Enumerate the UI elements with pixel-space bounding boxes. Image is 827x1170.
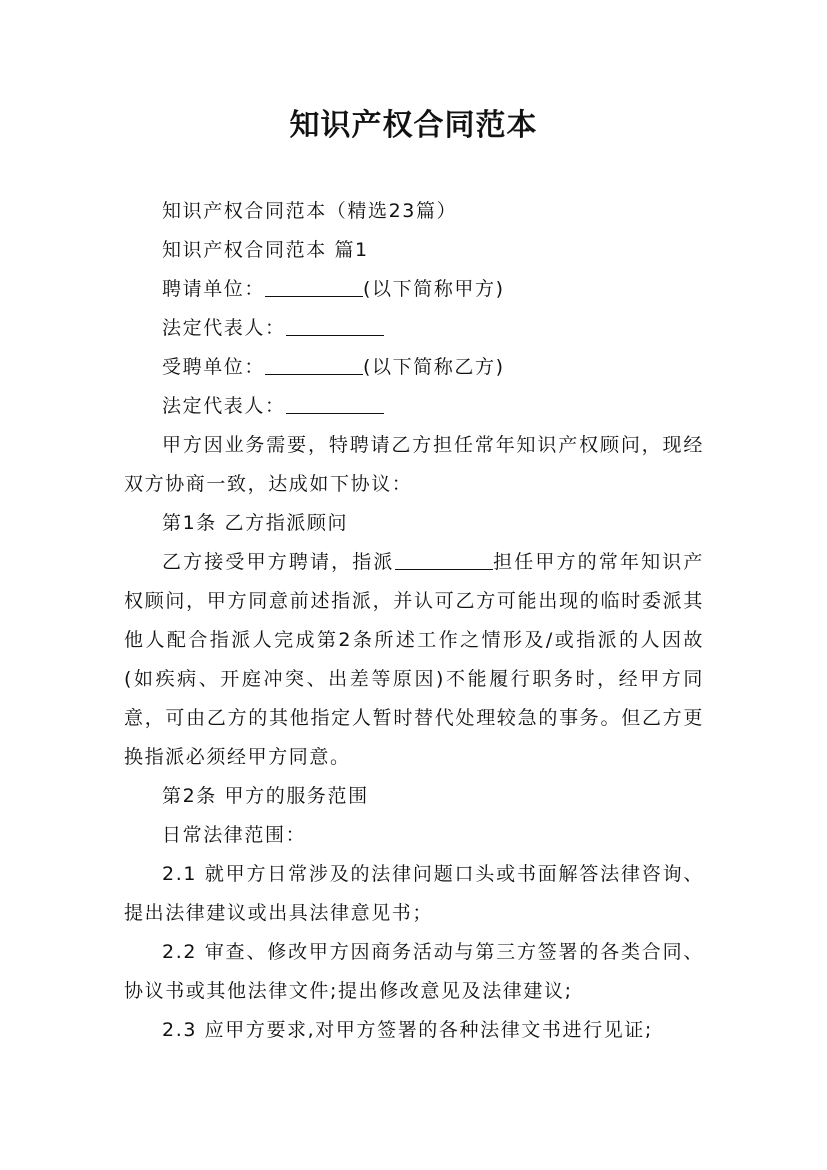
blank-line [395,551,493,570]
blank-line [286,317,384,336]
legal-rep-label: 法定代表人： [162,395,286,417]
paragraph-hiring-unit [124,270,704,309]
hired-unit-label: 受聘单位： [162,356,266,378]
blank-line [286,395,384,414]
hiring-unit-label: 聘请单位： [162,278,266,300]
paragraph-item-2-1: 2.1 就甲方日常涉及的法律问题口头或书面解答法律咨询、提出法律建议或出具法律意见书； [124,863,704,924]
document-title: 知识产权合同范本 [289,108,538,143]
paragraph-legal-rep-a [124,309,704,348]
blank-line [265,356,363,375]
paragraph-section-heading: 知识产权合同范本 篇1 [162,239,369,261]
party-b-suffix: (以下简称乙方) [363,356,505,378]
paragraph-article-1-body [124,543,704,777]
blank-line [265,278,363,297]
paragraph-article-1-heading: 第1条 乙方指派顾问 [162,512,349,534]
party-a-suffix: (以下简称甲方) [363,278,505,300]
paragraph-hired-unit [124,348,704,387]
article-1-lead: 乙方接受甲方聘请，指派 [162,551,395,573]
paragraph-legal-rep-b [124,387,704,426]
legal-rep-label: 法定代表人： [162,317,286,339]
paragraph-item-2-3: 2.3 应甲方要求,对甲方签署的各种法律文书进行见证; [162,1019,653,1041]
paragraph-article-2-heading: 第2条 甲方的服务范围 [162,785,369,807]
document-body [124,192,704,1050]
paragraph-daily-scope: 日常法律范围： [162,824,307,846]
paragraph-intro: 甲方因业务需要，特聘请乙方担任常年知识产权顾问，现经双方协商一致，达成如下协议： [124,434,704,495]
paragraph-item-2-2: 2.2 审查、修改甲方因商务活动与第三方签署的各类合同、协议书或其他法律文件;提出修改意见及法律建议; [124,941,704,1002]
article-1-tail: 担任甲方的常年知识产权顾问，甲方同意前述指派，并认可乙方可能出现的临时委派其他人配合指派人完成第2条所述工作之情形及/或指派的人因故(如疾病、开庭冲突、出差等原因)不能履行职务时，经甲方同意，可由乙方的其他指定人暂时替代处理较急的事务。但乙方更换指派必须经甲方同意。 [124,551,704,768]
paragraph-subtitle: 知识产权合同范本（精选23篇） [162,200,458,222]
